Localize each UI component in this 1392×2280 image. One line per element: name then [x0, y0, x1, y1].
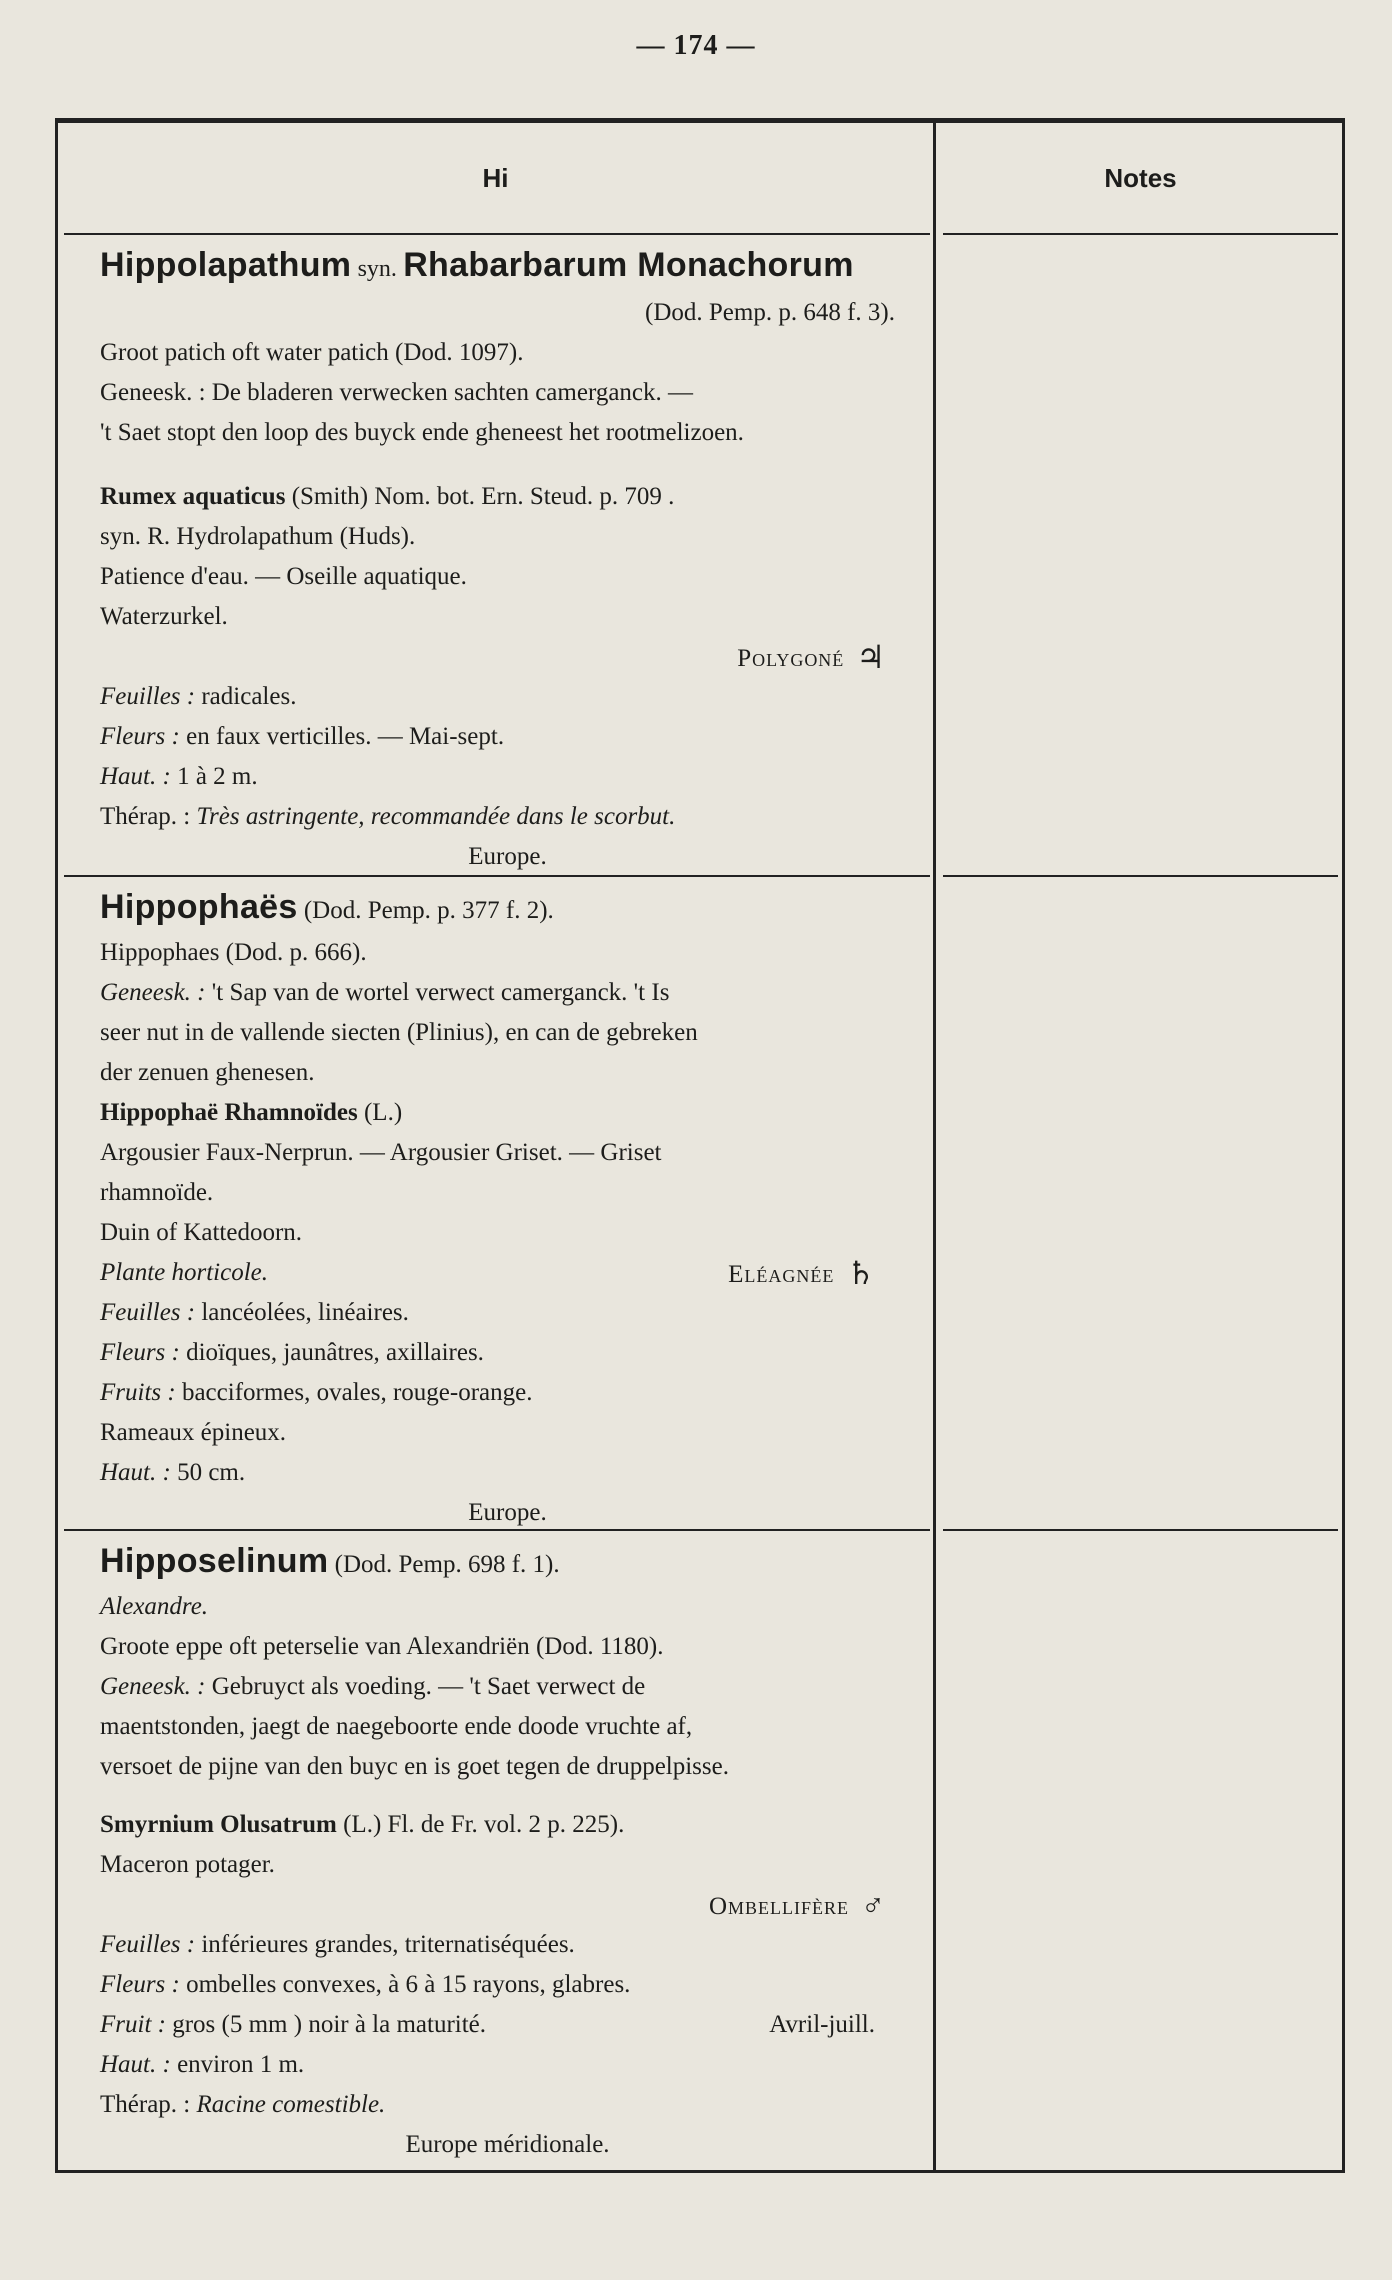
- species-line: [100, 1093, 915, 1133]
- entry-text-line: seer nut in de vallende siecten (Plinius), en can de gebreken: [100, 1019, 698, 1046]
- therap-label: Thérap. :: [100, 803, 191, 830]
- page-number: — 174 —: [636, 30, 756, 61]
- header-rule-right: [943, 233, 1338, 235]
- entry-title-line: [100, 245, 915, 293]
- haut-line: [100, 1453, 915, 1493]
- species-ref: (L.) Fl. de Fr. vol. 2 p. 225).: [343, 1811, 625, 1838]
- entry-title-line: [100, 887, 915, 933]
- fleurs-value: ombelles convexes, à 6 à 15 rayons, glabres.: [186, 1971, 631, 1998]
- haut-label: Haut. :: [100, 2051, 171, 2078]
- perennial-symbol-icon: ♃: [856, 639, 885, 675]
- fleurs-line: [100, 1965, 915, 2005]
- entry-text-line: Groot patich oft water patich (Dod. 1097).: [100, 339, 524, 366]
- haut-value: 50 cm.: [177, 1459, 246, 1486]
- species-line: [100, 477, 915, 517]
- species-line: [100, 1805, 915, 1845]
- feuilles-label: Feuilles :: [100, 1931, 196, 1958]
- species-name: Rumex aquaticus: [100, 483, 286, 510]
- fruits-label: Fruits :: [100, 1379, 176, 1406]
- geneesk-line: [100, 973, 915, 1013]
- feuilles-label: Feuilles :: [100, 683, 196, 710]
- horticole-text: Plante horticole.: [100, 1259, 269, 1286]
- entry-text-line: der zenuen ghenesen.: [100, 1059, 315, 1086]
- entry-text-line: Hippophaes (Dod. p. 666).: [100, 939, 367, 966]
- entry-rule-left: [64, 875, 930, 877]
- haut-line: [100, 2045, 915, 2085]
- entry-rule-right: [943, 875, 1338, 877]
- entry-text-line: versoet de pijne van den buyc en is goet tegen de druppelpisse.: [100, 1753, 729, 1780]
- header-hi: Hi: [482, 162, 509, 193]
- feuilles-line: [100, 1925, 915, 1965]
- fleurs-value: en faux verticilles. — Mai-sept.: [186, 723, 505, 750]
- fruit-line: [100, 2005, 915, 2045]
- vernacular-line: Duin of Kattedoorn.: [100, 1219, 303, 1246]
- family-name: Eléagnée: [728, 1261, 835, 1288]
- region-line: Europe.: [468, 843, 547, 870]
- therap-value: Racine comestible.: [196, 2091, 386, 2118]
- entry-title: Hipposelinum: [100, 1542, 329, 1580]
- entries-table: [55, 118, 1345, 2173]
- vernacular-line: rhamnoïde.: [100, 1179, 214, 1206]
- spacer: [100, 453, 915, 477]
- fruits-line: [100, 1373, 915, 1413]
- entry-text-line: maentstonden, jaegt de naegeboorte ende doode vruchte af,: [100, 1713, 693, 1740]
- vernacular-line: Maceron potager.: [100, 1851, 275, 1878]
- entry-title-line: [100, 1541, 915, 1587]
- entry-text-line: Geneesk. : De bladeren verwecken sachten camerganck. —: [100, 379, 694, 406]
- entry-reference: (Dod. Pemp. 698 f. 1).: [334, 1551, 560, 1578]
- entry-rule-left: [64, 1529, 930, 1531]
- family-name: Ombellifère: [708, 1893, 849, 1920]
- geneesk-line: [100, 1667, 915, 1707]
- entry-hippophaes: [100, 887, 915, 1533]
- entry-title: Hippophaës: [100, 888, 298, 926]
- entry-text-line: Groote eppe oft peterselie van Alexandriën (Dod. 1180).: [100, 1633, 664, 1660]
- syn-label: syn.: [357, 256, 397, 282]
- spacer: [100, 1787, 915, 1805]
- haut-value: environ 1 m.: [177, 2051, 305, 2078]
- biennial-symbol-icon: ♂: [861, 1887, 885, 1923]
- entry-hipposelinum: [100, 1541, 915, 2165]
- entry-reference: (Dod. Pemp. p. 377 f. 2).: [303, 897, 554, 924]
- entry-rule-right: [943, 1529, 1338, 1531]
- entry-title: Hippolapathum: [100, 246, 352, 284]
- haut-value: 1 à 2 m.: [177, 763, 258, 790]
- fleurs-line: [100, 1333, 915, 1373]
- header-rule-left: [64, 233, 930, 235]
- vernacular-line: Patience d'eau. — Oseille aquatique.: [100, 563, 467, 590]
- fleurs-label: Fleurs :: [100, 723, 180, 750]
- fruit-label: Fruit :: [100, 2011, 166, 2038]
- season-text: Avril-juill.: [769, 2011, 875, 2038]
- alt-name: Alexandre.: [100, 1593, 209, 1620]
- therap-value: Très astringente, recommandée dans le scorbut.: [196, 803, 676, 830]
- entry-reference: (Dod. Pemp. p. 648 f. 3).: [645, 299, 895, 326]
- species-name: Hippophaë Rhamnoïdes: [100, 1099, 358, 1126]
- family-line: [100, 1885, 915, 1925]
- family-line: [100, 637, 915, 677]
- fruit-value: gros (5 mm ) noir à la maturité.: [172, 2011, 487, 2038]
- region-line: Europe méridionale.: [405, 2131, 610, 2158]
- feuilles-value: radicales.: [201, 683, 297, 710]
- feuilles-value: inférieures grandes, triternatiséquées.: [201, 1931, 575, 1958]
- fleurs-label: Fleurs :: [100, 1339, 180, 1366]
- geneesk-text: Gebruyct als voeding. — 't Saet verwect de: [211, 1673, 646, 1700]
- fleurs-label: Fleurs :: [100, 1971, 180, 1998]
- therap-line: [100, 797, 915, 837]
- entry-text-line: 't Saet stopt den loop des buyck ende gheneest het rootmelizoen.: [100, 419, 744, 446]
- rameaux-line: Rameaux épineux.: [100, 1419, 287, 1446]
- species-ref: (Smith) Nom. bot. Ern. Steud. p. 709 .: [291, 483, 675, 510]
- family-name: Polygoné: [737, 645, 845, 672]
- geneesk-label: Geneesk. :: [100, 1673, 206, 1700]
- species-name: Smyrnium Olusatrum: [100, 1811, 337, 1838]
- species-ref: (L.): [363, 1099, 403, 1126]
- haut-label: Haut. :: [100, 1459, 171, 1486]
- fleurs-value: dioïques, jaunâtres, axillaires.: [186, 1339, 484, 1366]
- syn-name: Rhabarbarum Monachorum: [403, 246, 854, 284]
- shrub-symbol-icon: ♄: [846, 1255, 875, 1291]
- fleurs-line: [100, 717, 915, 757]
- entry-hippolapathum: [100, 245, 915, 877]
- geneesk-text: 't Sap van de wortel verwect camerganck. 't Is: [211, 979, 670, 1006]
- fruits-value: bacciformes, ovales, rouge-orange.: [181, 1379, 533, 1406]
- region-line: Europe.: [468, 1499, 547, 1526]
- therap-line: [100, 2085, 915, 2125]
- feuilles-line: [100, 677, 915, 717]
- header-notes: Notes: [1104, 162, 1177, 193]
- haut-label: Haut. :: [100, 763, 171, 790]
- geneesk-label: Geneesk. :: [100, 979, 206, 1006]
- synonym-line: syn. R. Hydrolapathum (Huds).: [100, 523, 416, 550]
- therap-label: Thérap. :: [100, 2091, 191, 2118]
- column-divider: [933, 123, 936, 2170]
- horticole-line: [100, 1253, 915, 1293]
- vernacular-line: Argousier Faux-Nerprun. — Argousier Griset. — Griset: [100, 1139, 662, 1166]
- feuilles-line: [100, 1293, 915, 1333]
- haut-line: [100, 757, 915, 797]
- feuilles-value: lancéolées, linéaires.: [201, 1299, 409, 1326]
- family-tag: [728, 1253, 875, 1295]
- feuilles-label: Feuilles :: [100, 1299, 196, 1326]
- vernacular-line: Waterzurkel.: [100, 603, 228, 630]
